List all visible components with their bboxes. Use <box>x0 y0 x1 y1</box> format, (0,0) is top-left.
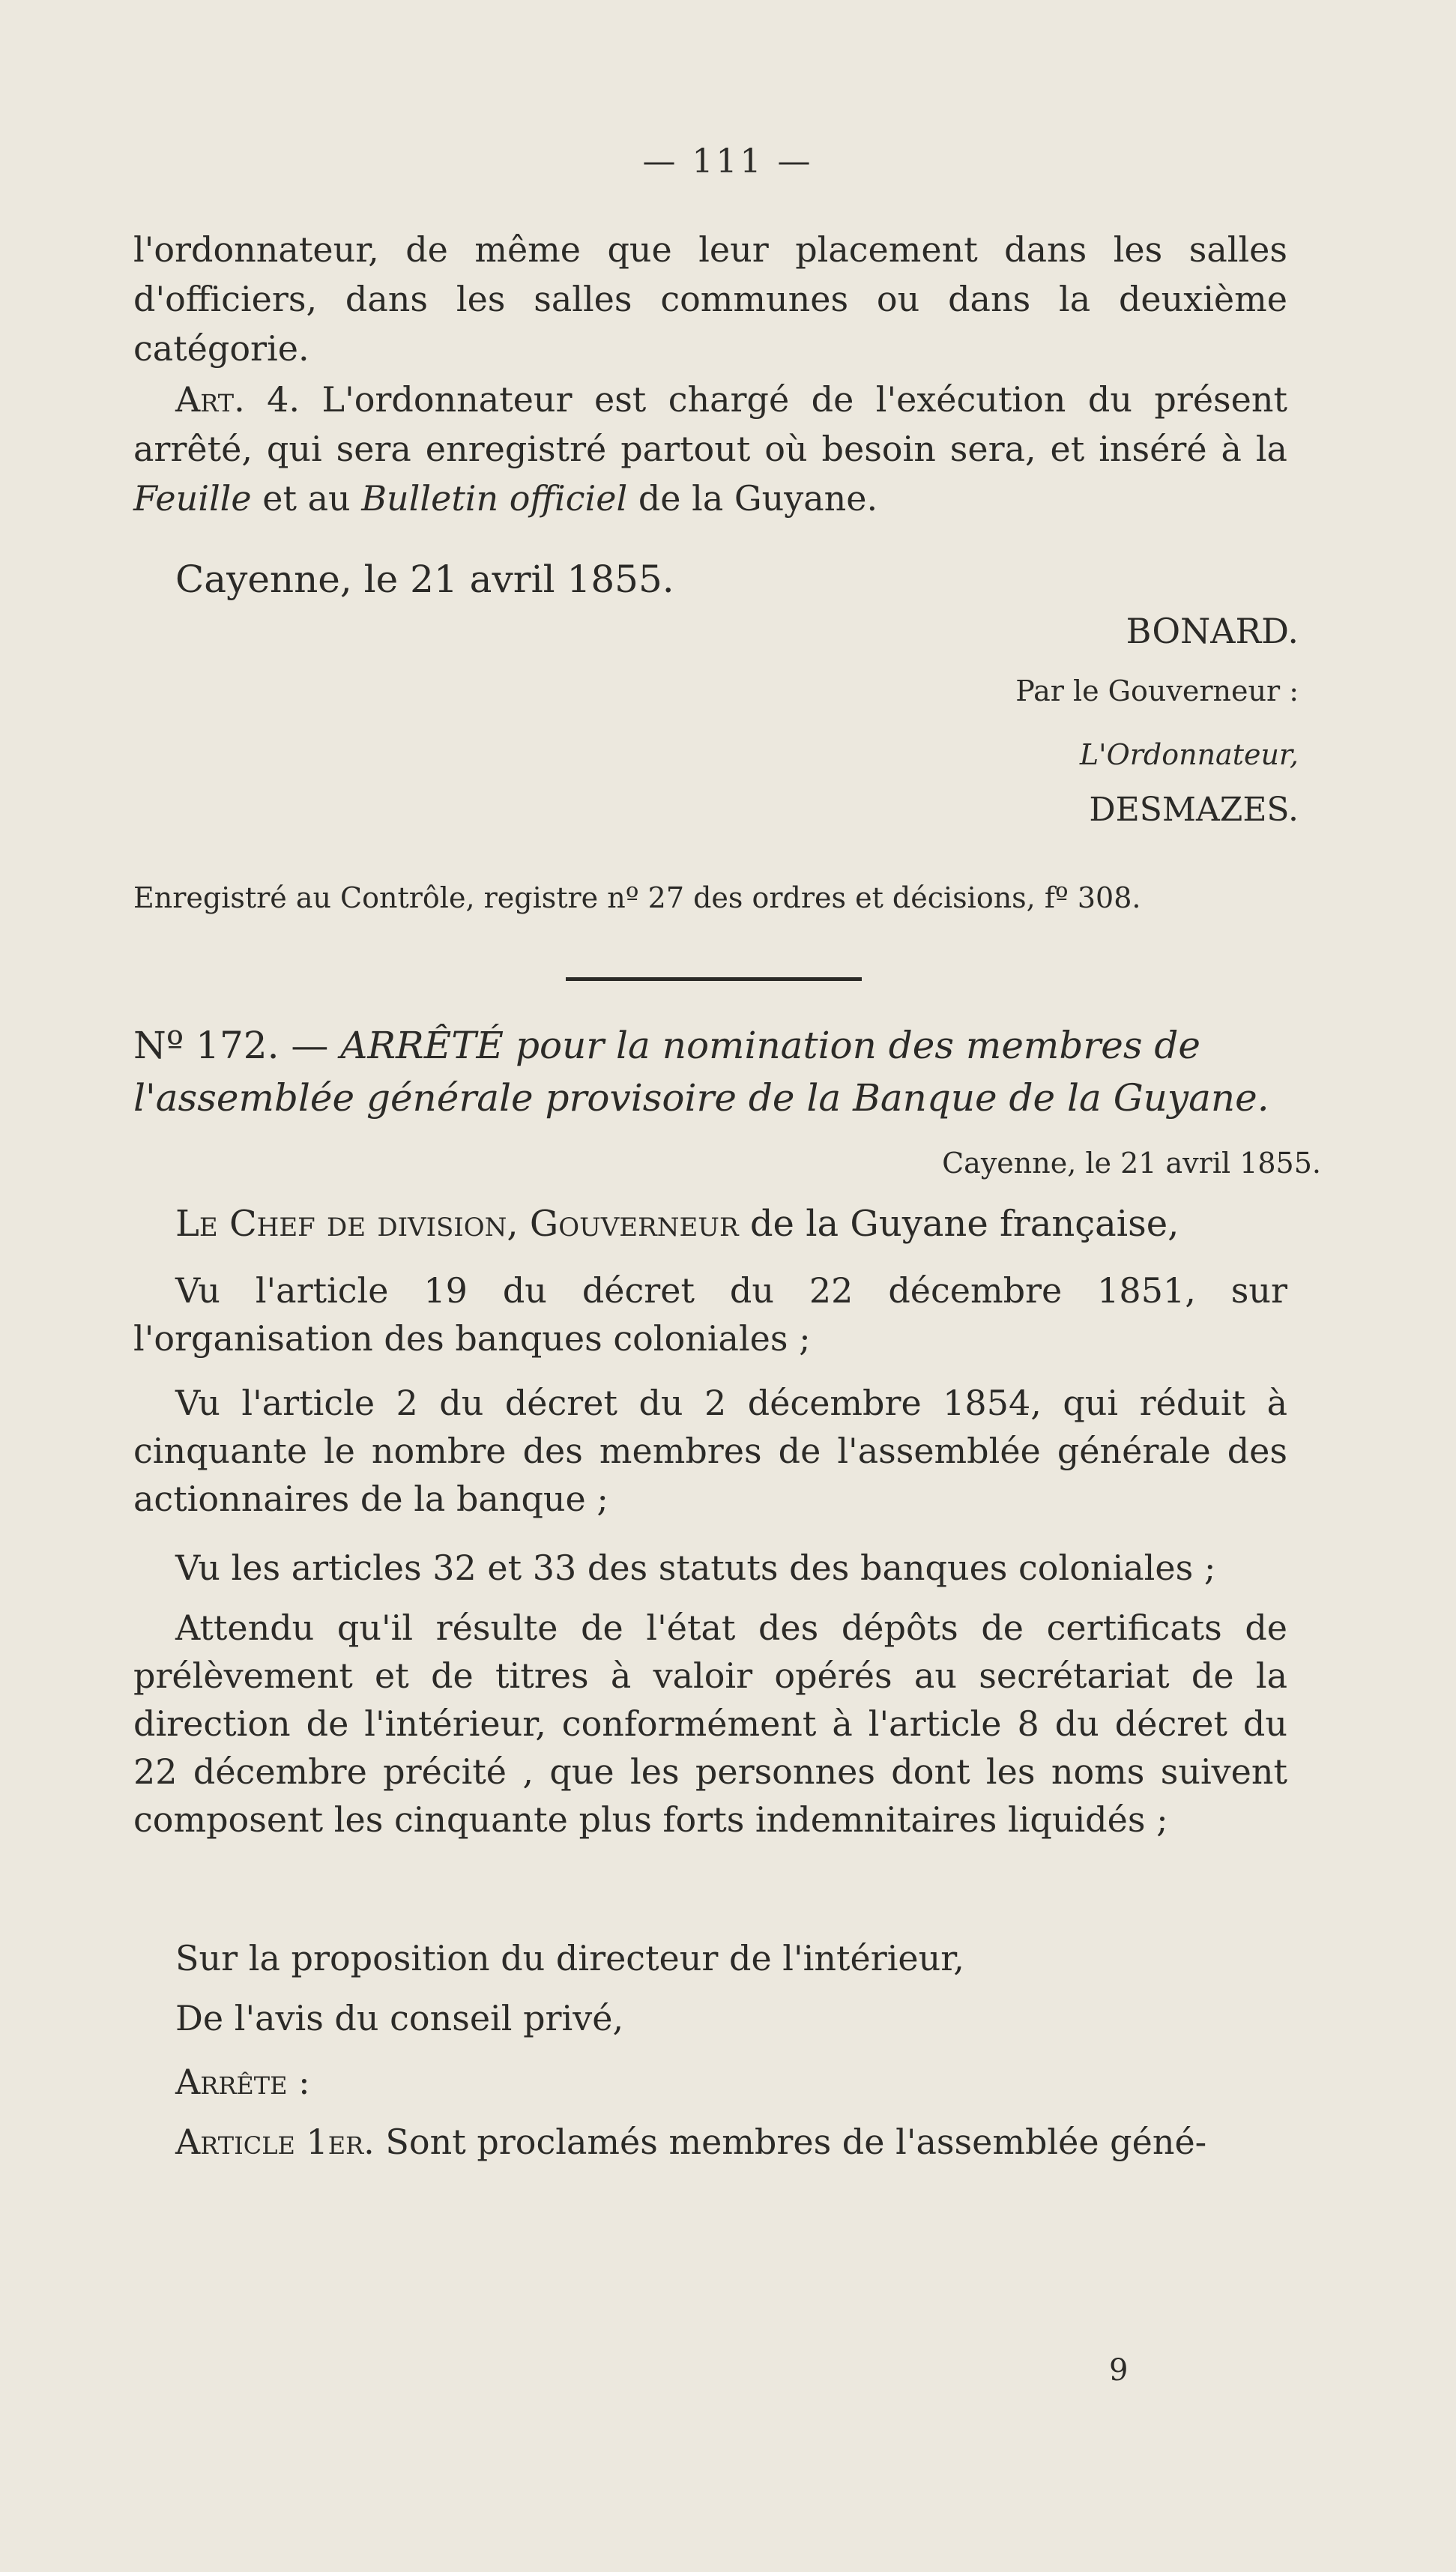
considerant-2: Vu l'article 2 du décret du 2 décembre 1854, qui réduit à cinquante le nombre des membres de l'assemblée générale des actionnaires de la banque ; <box>133 1383 1287 1519</box>
considerant-1: Vu l'article 19 du décret du 22 décembre 1851, sur l'organisation des banques coloniales ; <box>133 1270 1287 1359</box>
signature-name: BONARD. <box>1126 611 1299 651</box>
article-4-et-au: et au <box>262 478 351 519</box>
article-4-text: L'ordonnateur est chargé de l'exécution du présent arrêté, qui sera enregistré partout où besoin sera, et inséré à la <box>133 379 1287 469</box>
bulletin-title: Bulletin officiel <box>361 478 628 519</box>
arrete-title-rest: pour la nomination des membres de l'assemblée générale provisoire de la Banque de la Guyane. <box>133 1024 1269 1120</box>
authority-rest: de la Guyane française, <box>749 1203 1179 1245</box>
date-line: Cayenne, le 21 avril 1855. <box>175 558 674 601</box>
article-4-paragraph <box>133 375 1287 523</box>
page-number: — 111 — <box>642 142 814 181</box>
article-1-label: Article 1er. <box>175 2122 375 2162</box>
article-4-end: de la Guyane. <box>638 478 878 519</box>
feuille-title: Feuille <box>133 478 252 519</box>
signature-role: L'Ordonnateur, <box>1079 738 1299 771</box>
article-1-text: Sont proclamés membres de l'assemblée géné- <box>385 2122 1207 2162</box>
arrete-title <box>133 1019 1287 1124</box>
considerant-5: Sur la proposition du directeur de l'intérieur, <box>175 1938 964 1978</box>
article-1-paragraph <box>133 2117 1287 2167</box>
registration-note: Enregistré au Contrôle, registre nº 27 des ordres et décisions, fº 308. <box>133 881 1141 914</box>
arrete-place-date: Cayenne, le 21 avril 1855. <box>942 1147 1321 1180</box>
considerant-3: Vu les articles 32 et 33 des statuts des banques coloniales ; <box>175 1548 1216 1588</box>
continuation-paragraph: l'ordonnateur, de même que leur placement dans les salles d'officiers, dans les salles communes ou dans la deuxième catégorie. <box>133 229 1287 369</box>
signature-second-name: DESMAZES. <box>1089 791 1299 829</box>
folio-mark: 9 <box>1109 2353 1129 2388</box>
article-4-label: Art. 4. <box>175 379 300 420</box>
authority-line <box>133 1199 1287 1249</box>
arrete-title-word: ARRÊTÉ <box>340 1024 504 1067</box>
section-divider <box>566 977 862 981</box>
arrete-decision-word: Arrête : <box>175 2062 310 2102</box>
authority-title: Le Chef de division, Gouverneur <box>175 1203 739 1245</box>
considerant-4: Attendu qu'il résulte de l'état des dépôts de certificats de prélèvement et de titres à valoir opérés au secrétariat de la direction de l'intérieur, conformément à l'article 8 du décret du 22 décembre précité , que les personnes dont les noms suivent composent les cinquante plus forts indemnitaires liquidés ; <box>133 1608 1287 1840</box>
considerant-6: De l'avis du conseil privé, <box>175 1998 624 2038</box>
arrete-number: Nº 172. — <box>133 1024 329 1067</box>
signature-par-le: Par le Gouverneur : <box>1015 674 1299 707</box>
